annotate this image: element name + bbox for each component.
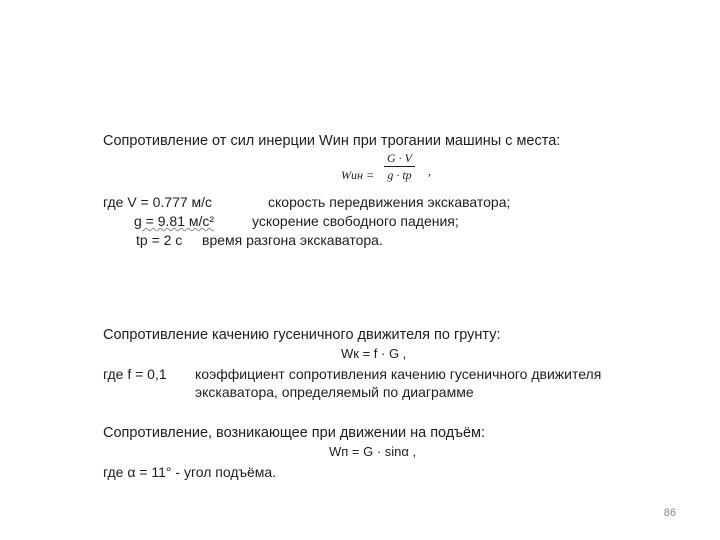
where-velocity: где V = 0.777 м/с (103, 194, 213, 210)
fraction-denominator: g · tр (387, 168, 412, 182)
rolling-resistance-heading: Сопротивление качению гусеничного движителя по грунту: (103, 327, 501, 343)
slope-resistance-heading: Сопротивление, возникающее при движении на подъём: (103, 425, 486, 441)
slope-formula: Wп = G · sinα , (329, 444, 417, 459)
where-slope-angle: где α = 11° - угол подъёма. (103, 464, 277, 480)
where-rolling-coefficient: где f = 0,1 (103, 366, 167, 382)
fraction-numerator: G · V (387, 151, 412, 165)
where-rolling-desc-cont: экскаватора, определяемый по диаграмме (195, 384, 474, 400)
where-gravity-desc: ускорение свободного падения; (252, 213, 459, 229)
inertia-resistance-heading: Сопротивление от сил инерции Wин при трогании машины с места: (103, 133, 561, 149)
fraction-bar (384, 166, 415, 167)
inertia-formula-lhs: Wин = (341, 168, 375, 182)
inertia-formula-comma: , (428, 164, 431, 178)
page-number: 86 (663, 507, 676, 519)
rolling-formula: Wк = f · G , (341, 346, 407, 361)
where-time-desc: время разгона экскаватора. (202, 232, 383, 248)
where-rolling-desc: коэффициент сопротивления качению гусеничного движителя (195, 366, 602, 382)
where-time: tр = 2 с (136, 232, 183, 248)
inertia-formula-fraction (384, 152, 415, 182)
where-gravity: g = 9.81 м/с² (134, 213, 215, 229)
where-velocity-desc: скорость передвижения экскаватора; (268, 194, 511, 210)
